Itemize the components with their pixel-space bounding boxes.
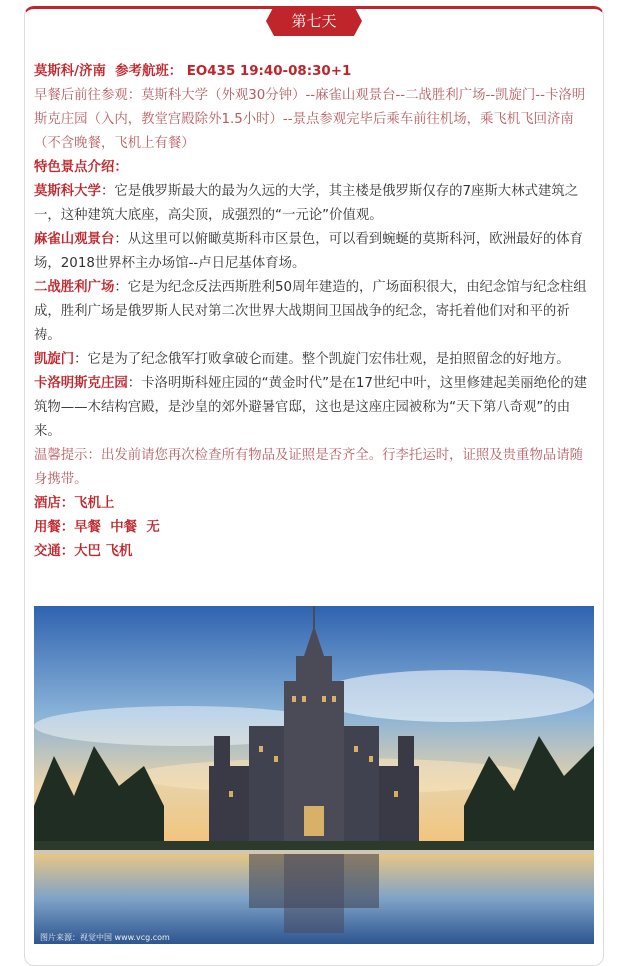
day-tab: 第七天 — [274, 6, 354, 36]
attraction-item — [34, 180, 596, 228]
attraction-item — [34, 372, 596, 444]
moscow-university-photo — [34, 606, 594, 944]
meals-info: 用餐：早餐 中餐 无 — [34, 520, 160, 535]
schedule-text: 早餐后前往参观：莫斯科大学（外观30分钟）--麻雀山观景台--二战胜利广场--凯旋门--卡洛明斯克庄园（入内，教堂宫殿除外1.5小时）--景点参观完毕后乘车前往机场，乘飞机飞回济南（不含晚餐，飞机上有餐） — [34, 88, 586, 151]
attraction-name: 二战胜利广场 — [34, 280, 115, 295]
attraction-desc: ：从这里可以俯瞰莫斯科市区景色，可以看到蜿蜒的莫斯科河，欧洲最好的体育场，2018世界杯主办场馆--卢日尼基体育场。 — [34, 232, 584, 271]
attraction-name: 麻雀山观景台 — [34, 232, 115, 247]
flight-route: 莫斯科/济南 参考航班： EO435 19:40-08:30+1 — [34, 64, 352, 79]
attraction-name: 凯旋门 — [34, 352, 75, 367]
attraction-item — [34, 276, 596, 348]
itinerary-content — [34, 60, 596, 564]
tip-text: 温馨提示：出发前请您再次检查所有物品及证照是否齐全。行李托运时，证照及贵重物品请随身携带。 — [34, 448, 584, 487]
attraction-item — [34, 228, 596, 276]
attraction-desc: ：它是为纪念反法西斯胜利50周年建造的，广场面积很大，由纪念馆与纪念柱组成，胜利广场是俄罗斯人民对第二次世界大战期间卫国战争的纪念，寄托着他们对和平的祈祷。 — [34, 280, 587, 343]
attraction-desc: ：它是俄罗斯最大的最为久远的大学，其主楼是俄罗斯仅存的7座斯大林式建筑之一，这种建筑大底座，高尖顶，成强烈的“一元论”价值观。 — [34, 184, 579, 223]
photo-credit: 图片来源：视觉中国 www.vcg.com — [40, 933, 170, 942]
attraction-name: 卡洛明斯克庄园 — [34, 376, 128, 391]
attraction-name: 莫斯科大学 — [34, 184, 101, 199]
transport-info: 交通：大巴 飞机 — [34, 544, 133, 559]
hotel-info: 酒店：飞机上 — [34, 496, 115, 511]
attraction-desc: ：卡洛明斯科娅庄园的“黄金时代”是在17世纪中叶，这里修建起美丽绝伦的建筑物——木结构宫殿，是沙皇的郊外避暑官邸，这也是这座庄园被称为“天下第八奇观”的由来。 — [34, 376, 588, 439]
attraction-item — [34, 348, 596, 372]
attraction-desc: ：它是为了纪念俄军打败拿破仑而建。整个凯旋门宏伟壮观，是拍照留念的好地方。 — [74, 352, 570, 367]
features-heading: 特色景点介绍： — [34, 160, 128, 175]
photo-illustration — [34, 606, 594, 944]
